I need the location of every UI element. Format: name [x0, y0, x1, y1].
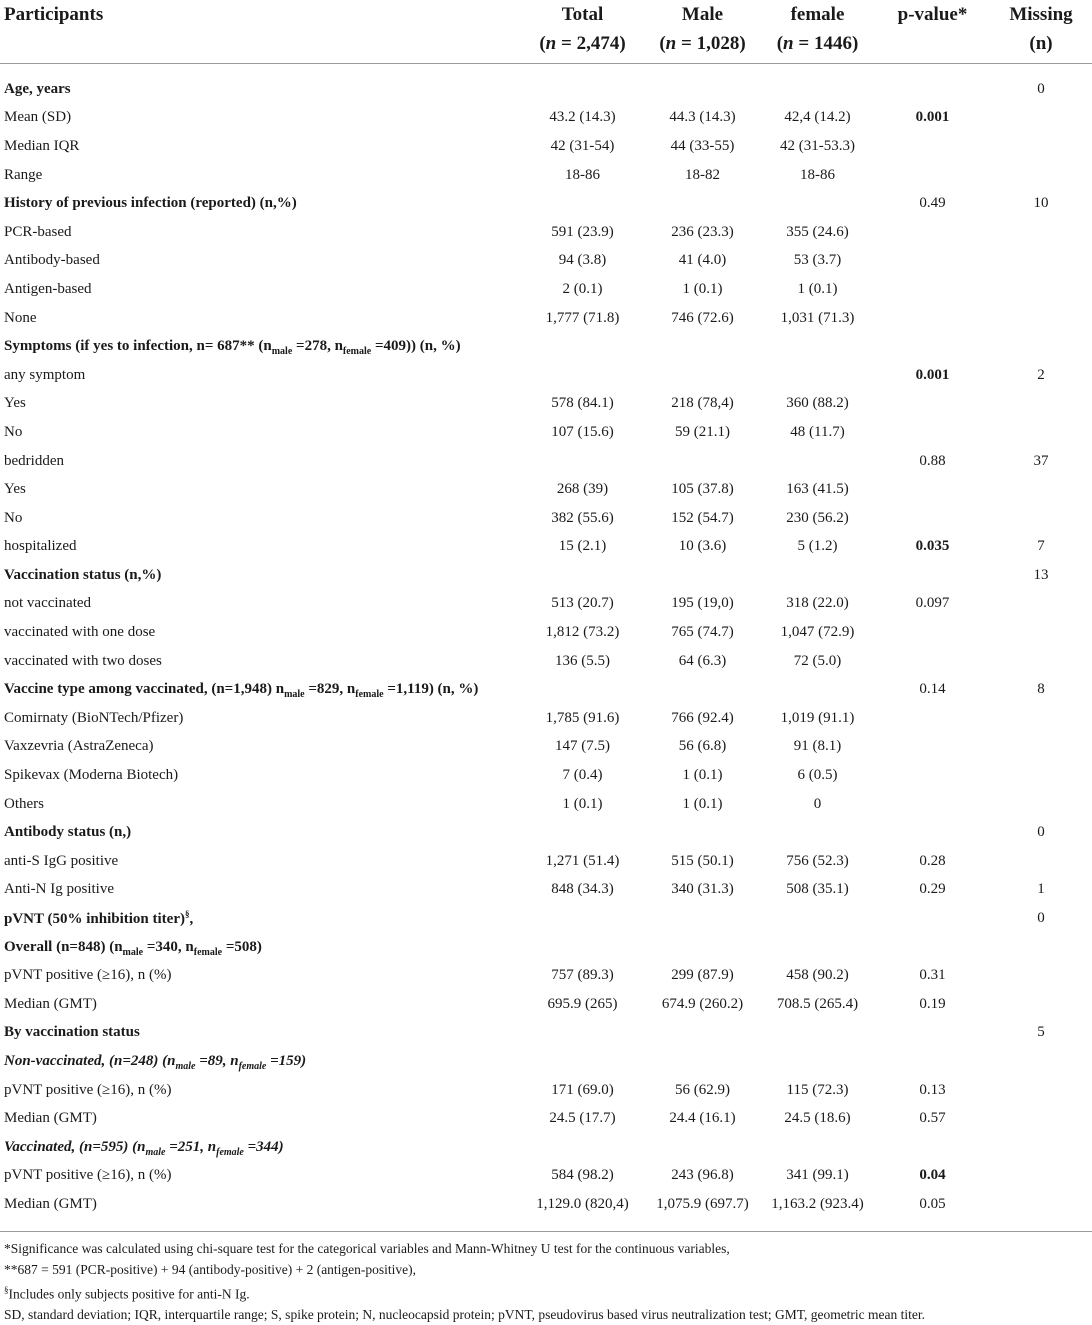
row-label: Non-vaccinated, (n=248) ($n_{male} =89$, $n_{female} =159$) [4, 1052, 307, 1072]
cell-total: 136 (5.5) [555, 652, 610, 669]
row-label: Yes [4, 481, 26, 498]
cell-total: 591 (23.9) [551, 223, 614, 240]
header-male-label: Male [681, 4, 724, 25]
cell-pvalue: 0.19 [919, 995, 946, 1012]
cell-pvalue: 0.001 [915, 109, 950, 126]
cell-female: 341 (99.1) [786, 1167, 849, 1184]
row-label: any symptom [4, 366, 86, 383]
cell-total: 757 (89.3) [551, 967, 614, 984]
cell-pvalue: 0.05 [919, 1195, 946, 1212]
table-row [0, 818, 1092, 847]
row-label: PCR-based [4, 223, 72, 240]
row-label: By vaccination status [4, 1024, 140, 1041]
cell-female: 756 (52.3) [786, 852, 849, 869]
cell-total: 1,785 (91.6) [545, 709, 620, 726]
cell-total: 2 (0.1) [562, 280, 603, 297]
header-total-label: Total [561, 4, 604, 25]
table-row [0, 418, 1092, 447]
cell-total: 1,812 (73.2) [545, 624, 620, 641]
cell-missing: 0 [1037, 80, 1045, 97]
cell-total: 1,777 (71.8) [545, 309, 620, 326]
table-row [0, 1104, 1092, 1133]
table-row [0, 618, 1092, 647]
cell-total: 107 (15.6) [551, 423, 614, 440]
table-row [0, 304, 1092, 333]
table-body [0, 64, 1092, 1223]
cell-total: 513 (20.7) [551, 595, 614, 612]
cell-pvalue: 0.001 [915, 366, 950, 383]
header-missing-label: Missing [1009, 4, 1073, 25]
header-male [645, 0, 760, 64]
table-header [0, 0, 1092, 64]
row-label: not vaccinated [4, 595, 92, 612]
cell-total: 18-86 [565, 166, 600, 183]
cell-male: 59 (21.1) [675, 423, 730, 440]
row-label: Mean (SD) [4, 109, 72, 126]
cell-pvalue: 0.28 [919, 852, 946, 869]
header-missing [990, 0, 1092, 64]
cell-missing: 13 [1033, 566, 1049, 583]
cell-missing: 0 [1037, 910, 1045, 927]
row-label: No [4, 509, 23, 526]
row-label: Symptoms (if yes to infection, n= 687** ($n_{male} =278$, $n_{female} =409$)) (n, %) [4, 338, 461, 358]
cell-male: 56 (62.9) [675, 1081, 730, 1098]
cell-female: 72 (5.0) [793, 652, 842, 669]
table-row [0, 161, 1092, 190]
cell-male: 195 (19,0) [671, 595, 734, 612]
cell-male: 44 (33-55) [670, 137, 735, 154]
cell-female: 91 (8.1) [793, 738, 842, 755]
row-label: None [4, 309, 37, 326]
table-row [0, 1190, 1092, 1223]
header-female [760, 0, 875, 64]
cell-pvalue: 0.49 [919, 195, 946, 212]
row-label: hospitalized [4, 538, 77, 555]
footnote-abbreviations: SD, standard deviation; IQR, interquartile range; S, spike protein; N, nucleocapsid protein; pVNT, pseudovirus based virus neutralization test; GMT, geometric mean titer. [4, 1307, 926, 1323]
cell-pvalue: 0.29 [919, 881, 946, 898]
cell-male: 24.4 (16.1) [669, 1110, 736, 1127]
row-label: pVNT positive (≥16), n (%) [4, 1081, 172, 1098]
cell-female: 163 (41.5) [786, 481, 849, 498]
table-row [0, 189, 1092, 218]
table-row [0, 647, 1092, 676]
row-label: vaccinated with two doses [4, 652, 162, 669]
table-row [0, 675, 1092, 704]
row-label: Median (GMT) [4, 1195, 97, 1212]
row-label: vaccinated with one dose [4, 624, 156, 641]
footnote-significance: *Significance was calculated using chi-square test for the categorical variables and Mann-Whitney U test for the continuous variables, [4, 1240, 730, 1256]
cell-male: 1 (0.1) [682, 280, 723, 297]
row-label: Yes [4, 395, 26, 412]
cell-female: 1,047 (72.9) [780, 624, 855, 641]
table-row [0, 361, 1092, 390]
cell-female: 42 (31-53.3) [780, 137, 855, 154]
cell-pvalue: 0.88 [919, 452, 946, 469]
row-label: Median IQR [4, 137, 80, 154]
cell-missing: 1 [1037, 881, 1045, 898]
table-row [0, 761, 1092, 790]
table-row [0, 75, 1092, 104]
row-label: History of previous infection (reported) (n,%) [4, 195, 297, 212]
cell-total: 268 (39) [556, 481, 609, 498]
table-row [0, 1019, 1092, 1048]
table-row [0, 218, 1092, 247]
cell-total: 382 (55.6) [551, 509, 614, 526]
cell-total: 94 (3.8) [558, 252, 607, 269]
table-row [0, 1076, 1092, 1105]
row-label: Range [4, 166, 43, 183]
table-row [0, 561, 1092, 590]
row-label: Median (GMT) [4, 995, 97, 1012]
cell-missing: 10 [1033, 195, 1049, 212]
table-row [0, 990, 1092, 1019]
table-row [0, 1162, 1092, 1191]
row-label: Antibody status (n,) [4, 824, 132, 841]
table-row [0, 733, 1092, 762]
cell-male: 674.9 (260.2) [661, 995, 744, 1012]
header-total [520, 0, 645, 64]
cell-male: 218 (78,4) [671, 395, 734, 412]
row-label: pVNT positive (≥16), n (%) [4, 967, 172, 984]
row-label: Vaccinated, (n=595) ($n_{male} =251$, $n_{female} =344$) [4, 1138, 284, 1158]
table-row [0, 933, 1092, 962]
row-label: Vaccination status (n,%) [4, 566, 162, 583]
header-participants: Participants [0, 0, 520, 64]
cell-female: 42,4 (14.2) [784, 109, 851, 126]
cell-male: 56 (6.8) [678, 738, 727, 755]
cell-male: 299 (87.9) [671, 967, 734, 984]
cell-male: 105 (37.8) [671, 481, 734, 498]
header-missing-n: (n) [1029, 33, 1053, 54]
row-label: Anti-N Ig positive [4, 881, 114, 898]
cell-female: 6 (0.5) [797, 767, 838, 784]
row-label: Vaxzevria (AstraZeneca) [4, 738, 154, 755]
table-row [0, 704, 1092, 733]
spacer-row [0, 64, 1092, 76]
cell-missing: 8 [1037, 681, 1045, 698]
row-label: Spikevax (Moderna Biotech) [4, 767, 179, 784]
cell-female: 1,019 (91.1) [780, 709, 855, 726]
cell-male: 765 (74.7) [671, 624, 734, 641]
cell-pvalue: 0.31 [919, 967, 946, 984]
cell-female: 508 (35.1) [786, 881, 849, 898]
cell-male: 10 (3.6) [678, 538, 727, 555]
table-row [0, 247, 1092, 276]
cell-female: 1 (0.1) [797, 280, 838, 297]
cell-male: 1,075.9 (697.7) [656, 1195, 749, 1212]
cell-total: 578 (84.1) [551, 395, 614, 412]
row-label: Antibody-based [4, 252, 100, 269]
cell-female: 708.5 (265.4) [776, 995, 859, 1012]
cell-missing: 5 [1037, 1024, 1045, 1041]
cell-total: 24.5 (17.7) [549, 1110, 616, 1127]
cell-male: 766 (92.4) [671, 709, 734, 726]
cell-total: 15 (2.1) [558, 538, 607, 555]
row-label: Median (GMT) [4, 1110, 97, 1127]
table-row [0, 1133, 1092, 1162]
cell-female: 1,163.2 (923.4) [771, 1195, 864, 1212]
row-label: Comirnaty (BioNTech/Pfizer) [4, 709, 184, 726]
footnote-infection-sum: **687 = 591 (PCR-positive) + 94 (antibody-positive) + 2 (antigen-positive), [4, 1261, 417, 1277]
table-row [0, 533, 1092, 562]
cell-female: 458 (90.2) [786, 967, 849, 984]
cell-male: 44.3 (14.3) [669, 109, 736, 126]
table-row [0, 790, 1092, 819]
cell-total: 1,271 (51.4) [545, 852, 620, 869]
row-label: Antigen-based [4, 280, 92, 297]
cell-total: 147 (7.5) [555, 738, 610, 755]
cell-pvalue: 0.14 [919, 681, 946, 698]
cell-pvalue: 0.13 [919, 1081, 946, 1098]
header-pvalue: p-value* [875, 0, 990, 64]
table-row [0, 504, 1092, 533]
table-row [0, 847, 1092, 876]
cell-total: 584 (98.2) [551, 1167, 614, 1184]
row-label: Vaccine type among vaccinated, (n=1,948) $n_{male} =829$, $n_{female} =1,119$) (n, %) [4, 681, 479, 701]
header-total-n: (n = 2,474) [539, 33, 626, 54]
cell-male: 515 (50.1) [671, 852, 734, 869]
table-row [0, 475, 1092, 504]
cell-total: 42 (31-54) [550, 137, 615, 154]
header-female-n: (n = 1446) [776, 33, 859, 54]
cell-total: 1,129.0 (820,4) [536, 1195, 629, 1212]
table-row [0, 961, 1092, 990]
row-label: pVNT (50% inhibition titer)§, [4, 909, 194, 928]
cell-male: 1 (0.1) [682, 767, 723, 784]
cell-missing: 7 [1037, 538, 1045, 555]
cell-total: 7 (0.4) [562, 767, 603, 784]
cell-female: 0 [813, 795, 822, 812]
cell-male: 1 (0.1) [682, 795, 723, 812]
header-female-label: female [790, 4, 845, 25]
row-label: pVNT positive (≥16), n (%) [4, 1167, 172, 1184]
table-row [0, 876, 1092, 905]
cell-pvalue: 0.57 [919, 1110, 946, 1127]
cell-pvalue: 0.097 [915, 595, 950, 612]
table-row [0, 332, 1092, 361]
table-footnotes [0, 1231, 1092, 1325]
footnote-anti-n: §Includes only subjects positive for anti-N Ig. [4, 1284, 250, 1302]
cell-pvalue: 0.04 [919, 1167, 946, 1184]
header-male-n: (n = 1,028) [659, 33, 746, 54]
row-label: anti-S IgG positive [4, 852, 119, 869]
cell-female: 18-86 [800, 166, 835, 183]
cell-female: 24.5 (18.6) [784, 1110, 851, 1127]
cell-male: 64 (6.3) [678, 652, 727, 669]
cell-female: 115 (72.3) [786, 1081, 849, 1098]
cell-female: 1,031 (71.3) [780, 309, 855, 326]
cell-total: 848 (34.3) [551, 881, 614, 898]
cell-male: 746 (72.6) [671, 309, 734, 326]
cell-total: 43.2 (14.3) [549, 109, 616, 126]
table-row [0, 904, 1092, 933]
cell-female: 5 (1.2) [797, 538, 838, 555]
cell-total: 695.9 (265) [547, 995, 618, 1012]
row-label: No [4, 423, 23, 440]
row-label: Others [4, 795, 44, 812]
row-label: bedridden [4, 452, 64, 469]
table-row [0, 1047, 1092, 1076]
table-row [0, 390, 1092, 419]
cell-female: 360 (88.2) [786, 395, 849, 412]
cell-total: 171 (69.0) [551, 1081, 614, 1098]
table-row [0, 104, 1092, 133]
cell-missing: 2 [1037, 366, 1045, 383]
cell-male: 18-82 [685, 166, 720, 183]
cell-male: 243 (96.8) [671, 1167, 734, 1184]
cell-missing: 0 [1037, 824, 1045, 841]
cell-missing: 37 [1033, 452, 1049, 469]
cell-female: 230 (56.2) [786, 509, 849, 526]
cell-female: 48 (11.7) [790, 423, 845, 440]
cell-male: 152 (54.7) [671, 509, 734, 526]
cell-total: 1 (0.1) [562, 795, 603, 812]
cell-pvalue: 0.035 [915, 538, 950, 555]
cell-male: 236 (23.3) [671, 223, 734, 240]
table-row [0, 447, 1092, 476]
cell-male: 41 (4.0) [678, 252, 727, 269]
table-row [0, 132, 1092, 161]
table-row [0, 590, 1092, 619]
cell-female: 355 (24.6) [786, 223, 849, 240]
row-label: Age, years [4, 80, 71, 97]
row-label: Overall (n=848) ($n_{male} =340$, $n_{female} =508$) [4, 938, 262, 958]
cell-female: 53 (3.7) [793, 252, 842, 269]
cell-male: 340 (31.3) [671, 881, 734, 898]
cell-female: 318 (22.0) [786, 595, 849, 612]
table-row [0, 275, 1092, 304]
